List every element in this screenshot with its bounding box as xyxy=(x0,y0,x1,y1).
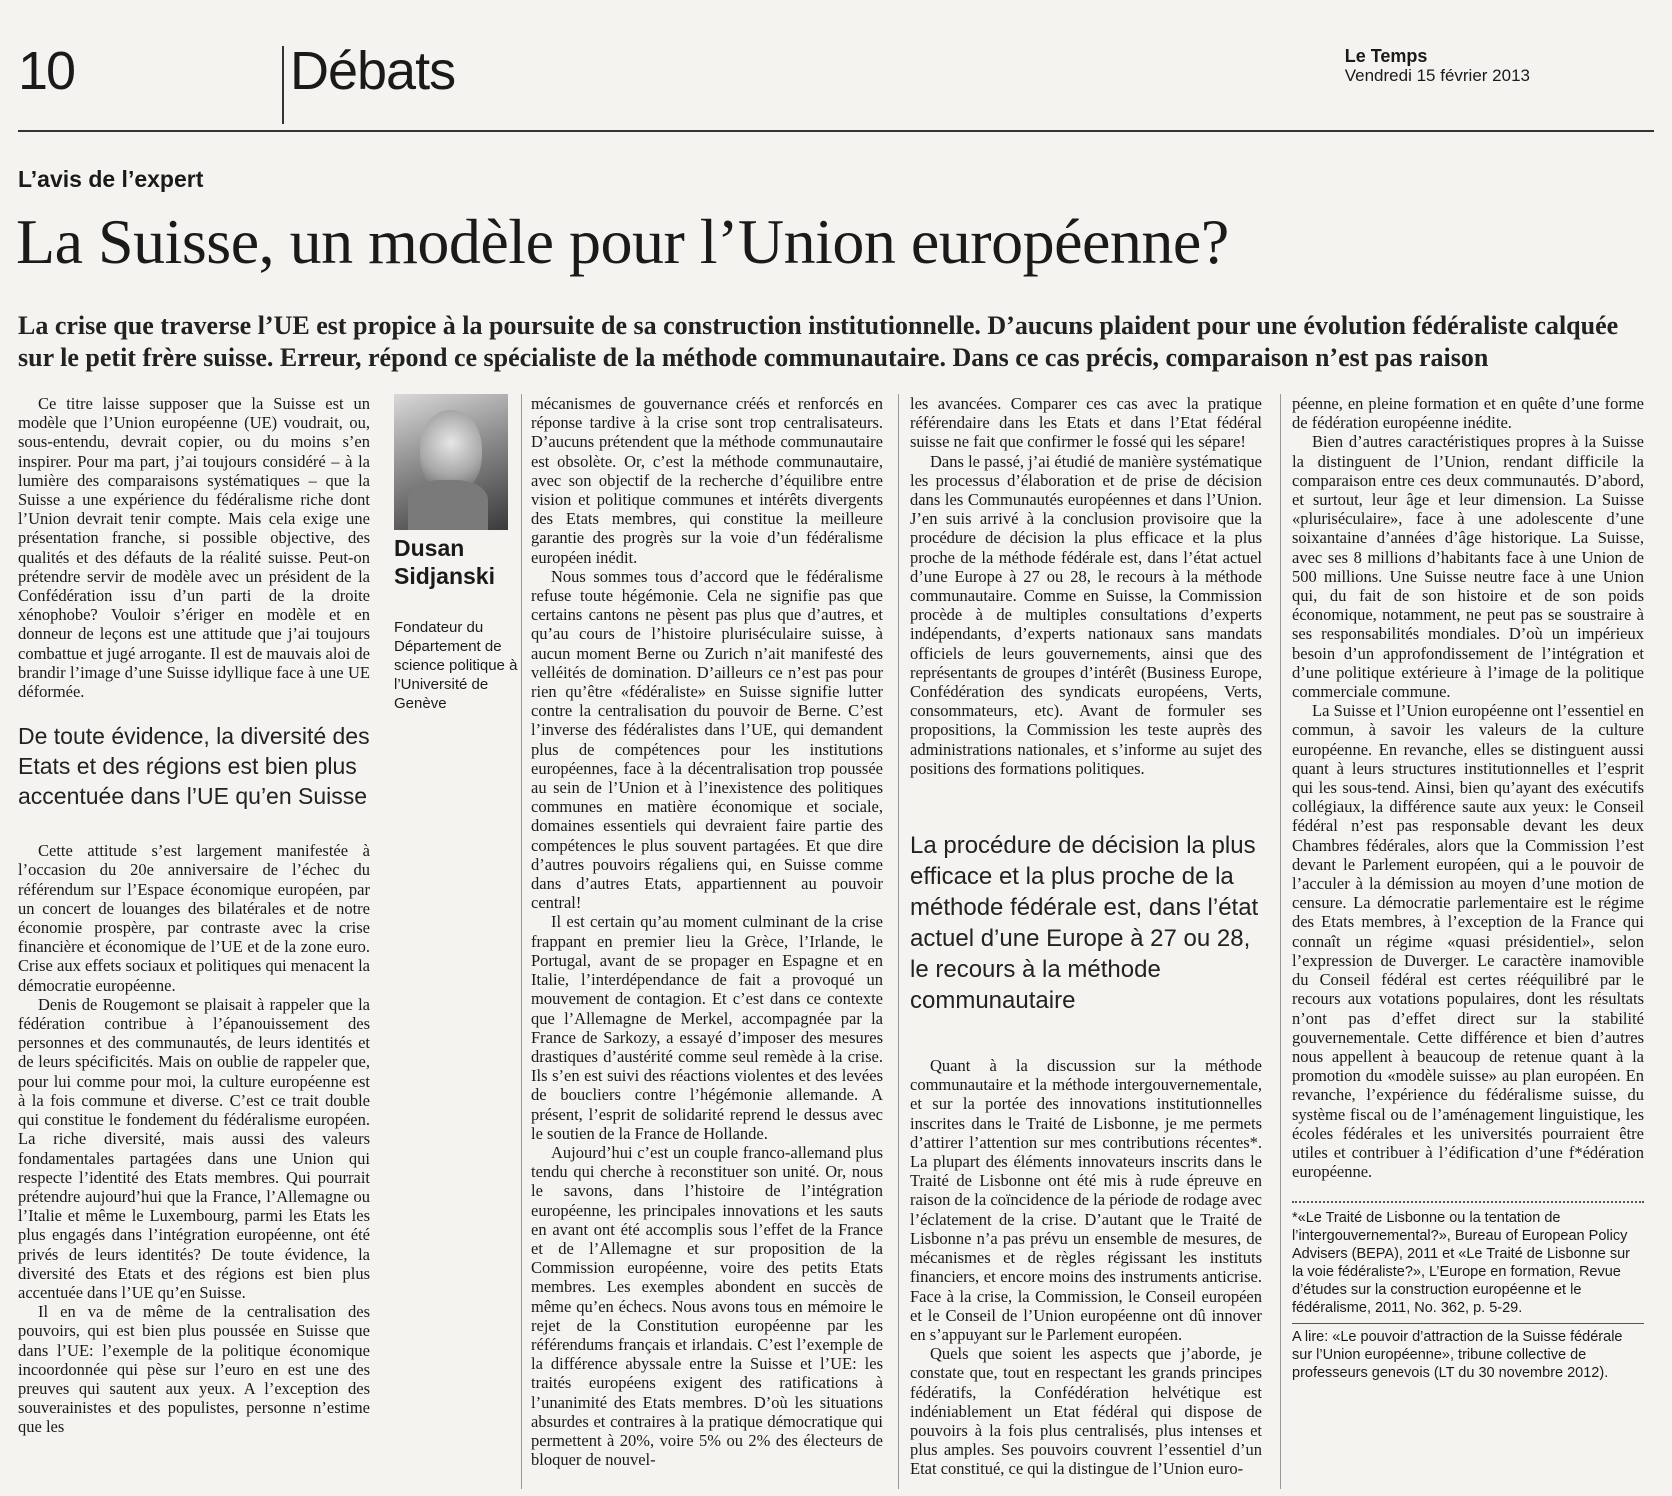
article-column-3 xyxy=(910,394,1262,1479)
paragraph: les avancées. Comparer ces cas avec la pratique référendaire dans les Etats et dans l’Etat fédéral suisse ne fait que confirmer le fossé qui les sépare! xyxy=(910,394,1262,452)
section-title: Débats xyxy=(290,41,456,101)
column-divider xyxy=(521,394,522,1489)
page-number: 10 xyxy=(18,41,75,101)
page-header xyxy=(0,0,1672,130)
paragraph: péenne, en pleine formation et en quête d’une forme de fédération européenne inédite. xyxy=(1292,394,1644,433)
author-box xyxy=(394,394,520,713)
paragraph: Quels que soient les aspects que j’aborde, je constate que, tout en respectant les grands principes fédératifs, la Confédération helvétique est indéniablement un Etat fédéral qui dispose de pouvoirs à la fois plus centralisés, plus intenses et plus amples. Ses pouvoirs couvrent l’essentiel d’un Etat constitué, ce qui la distingue de l’Union euro- xyxy=(910,1344,1262,1479)
paragraph: Denis de Rougemont se plaisait à rappeler que la fédération contribue à l’épanouissement des personnes et des communautés, de leurs identités et de leurs spécificités. Mais on oublie de rappeler que, pour lui comme pour moi, la culture européenne est à la fois commune et diverse. C’est ce trait double qui constitue le fondement du fédéralisme européen. La riche diversité, mais aussi des valeurs fondamentales partagées dans une Union qui respecte l’identité des Etats membres. Qui pourrait prétendre aujourd’hui que la France, l’Allemagne ou l’Italie et même le Luxembourg, parmi les Etats les plus engagés dans l’intégration européenne, ont été privés de leurs identités? De toute évidence, la diversité des Etats et des régions est bien plus accentuée dans l’UE qu’en Suisse. xyxy=(18,994,370,1302)
paragraph: Il est certain qu’au moment culminant de la crise frappant en premier lieu la Grèce, l’Irlande, le Portugal, avant de se propager en Espagne et en Italie, l’interdépendance de fait a provoqué un mouvement de contagion. Et c’est dans ce contexte que l’Allemagne de Merkel, accompagnée par la France de Sarkozy, a essayé d’imposer des mesures drastiques d’austérité comme seul remède à la crise. Ils s’en est suivi des réactions violentes et des levées de boucliers contre l’hégémonie allemande. A présent, l’esprit de solidarité reprend le dessus avec le soutien de la France de Hollande. xyxy=(531,912,883,1143)
newspaper-name: Le Temps xyxy=(1344,46,1428,66)
newspaper-masthead xyxy=(1345,46,1530,86)
author-name: Dusan Sidjanski xyxy=(394,535,495,589)
issue-date: Vendredi 15 février 2013 xyxy=(1344,66,1530,85)
paragraph: La Suisse et l’Union européenne ont l’essentiel en commun, à savoir les valeurs de la culture européenne. En revanche, elles se distinguent aussi quant à leurs structures institutionnelles et l’esprit qui les sous-tend. Ainsi, bien qu’ayant des exécutifs collégiaux, la différence saute aux yeux: le Conseil fédéral n’est pas responsable devant les deux Chambres fédérales, alors que la Commission l’est devant le Parlement européen, qui a le pouvoir de l’acculer à la démission au moyen d’une motion de censure. La démocratie parlementaire est le régime des Etats membres, à l’exception de la France qui connaît un régime «quasi présidentiel», selon l’expression de Duverger. Le caractère inamovible du Conseil fédéral est certes rééquilibré par le recours aux votations populaires, dont les résultats n’ont pas d’effet direct sur la stabilité gouvernementale. Cette différence et bien d’autres nous appellent à beaucoup de retenue quant à la promotion du «modèle suisse» au plan européen. En revanche, l’expérience du fédéralisme suisse, du système fiscal ou de l’aménagement linguistique, les écoles fédérales et les universités pourraient être utiles et contribuer à l’édification d’une f*édération européenne. xyxy=(1292,701,1644,1182)
paragraph: Cette attitude s’est largement manifestée à l’occasion du 20e anniversaire de l’échec du référendum sur l’Espace économique européen, par un concert de louanges des bilatérales et de notre économie prospère, par contraste avec la crise financière et économique de l’UE et de la zone euro. Crise aux effets sociaux et politiques qui menacent la démocratie européenne. xyxy=(18,841,370,995)
paragraph: Ce titre laisse supposer que la Suisse est un modèle que l’Union européenne (UE) voudrait, ou, sous-entendu, devrait copier, ou du moins s’en inspirer. Pour ma part, j’ai toujours considéré – à la lumière des comparaisons systématiques – que la Suisse a une expérience du fédéralisme riche dont l’Union devrait tenir compte. Mais cela exige une présentation franche, si possible objective, des qualités et des défauts de la réalité suisse. Peut-on prétendre servir de modèle avec un président de la Confédération issu d’un parti de la droite xénophobe? Vouloir s’ériger en modèle et en donneur de leçons est une attitude que j’ai toujours combattue et jugé arrogante. Il est de mauvais aloi de brandir l’image d’une Suisse idyllique face à une UE déformée. xyxy=(18,394,370,702)
paragraph: Nous sommes tous d’accord que le fédéralisme refuse toute hégémonie. Cela ne signifie pas que certains cantons ne pèsent pas plus que d’autres, et qu’au cours de l’histoire pluriséculaire suisse, à aucun moment Berne ou Zurich n’ait manifesté des velléités de domination. D’ailleurs ce n’est pas pour rien qu’être «fédéraliste» en Suisse signifie lutter contre la centralisation du pouvoir de Berne. C’est l’inverse des fédéralistes dans l’UE, qui demandent plus de compétences pour les institutions européennes, face à la décentralisation trop poussée au sein de l’Union et à l’inexistence des politiques communes en matière économique et sociale, domaines essentiels qui devraient faire partie des compétences le plus souvent partagées. Et que dire d’autres pouvoirs régaliens qui, en Suisse comme dans d’autres Etats, appartiennent au pouvoir central! xyxy=(531,566,883,913)
article-notes xyxy=(1292,1201,1644,1382)
article-lead: La crise que traverse l’UE est propice à la poursuite de sa construction institutionnelle. D’aucuns plaident pour une évolution fédéraliste calquée sur le petit frère suisse. Erreur, répond ce spécialiste de la méthode communautaire. Dans ce cas précis, comparaison n’est pas raison xyxy=(18,311,1619,372)
paragraph: Aujourd’hui c’est un couple franco-allemand plus tendu qui cherche à reconstituer son unité. Or, nous le savons, dans l’histoire de l’intégration européenne, les principales innovations et les sauts en avant ont été accomplis sous l’effet de la France et de l’Allemagne et sur proposition de la Commission européenne, voire des petits Etats membres. Les exemples abondent en succès de même qu’en échecs. Nous avons tous en mémoire le rejet de la Constitution européenne par les référendums français et irlandais. C’est l’exemple de la différence abyssale entre la Suisse et l’UE: les traités européens exigent des ratifications à l’unanimité des Etats membres. D’où les situations absurdes et contraires à la pratique démocratique qui permettent à 20%, voire 5% ou 2% des électeurs de bloquer de nouvel- xyxy=(531,1142,883,1470)
article-column-4 xyxy=(1292,394,1644,1382)
column-divider xyxy=(898,394,899,1489)
paragraph: mécanismes de gouvernance créés et renforcés en réponse tardive à la crise sont trop centralisateurs. D’aucuns prétendent que la méthode communautaire est obsolète. Or, c’est la méthode communautaire, avec son objectif de la recherche d’équilibre entre vision et politique communes et intérêts divergents des Etats membres, qui constitue la meilleure garantie des progrès sur la voie d’un fédéralisme européen inédit. xyxy=(531,394,883,567)
header-rule xyxy=(18,130,1654,132)
column-divider xyxy=(1280,394,1281,1489)
portrait-hand xyxy=(408,480,488,530)
paragraph: Il en va de même de la centralisation des pouvoirs, qui est bien plus poussée en Suisse que dans l’UE: l’exemple de la politique économique incoordonnée qui pèse sur l’euro en est une des preuves qui sautent aux yeux. A l’exception des souverainistes et des populistes, personne n’estime que les xyxy=(18,1302,370,1437)
article-kicker: L’avis de l’expert xyxy=(18,166,204,192)
paragraph: Quant à la discussion sur la méthode communautaire et la méthode intergouvernementale, et sur la portée des innovations institutionnelles inscrites dans le Traité de Lisbonne, je me permets d’attirer l’attention sur mes contributions récentes*. La plupart des éléments innovateurs inscrits dans le Traité de Lisbonne ont été mis à rude épreuve en raison de la coïncidence de la période de rodage avec l’éclatement de la crise. D’autant que le Traité de Lisbonne n’a pas prévu un ensemble de mesures, de mécanismes et de règles régissant les instituts financiers, et encore moins des instruments anticrise. Face à la crise, la Commission, le Conseil européen et le Conseil de l’Union européenne ont dû innover en s’appuyant sur le Parlement européen. xyxy=(910,1056,1262,1344)
pullquote: La procédure de décision la plus efficace et la plus proche de la méthode fédérale est, dans l’état actuel d’une Europe à 27 ou 28, le recours à la méthode communautaire xyxy=(910,832,1259,1015)
section-divider xyxy=(282,46,284,124)
paragraph: Bien d’autres caractéristiques propres à la Suisse la distinguent de l’Union, rendant difficile la comparaison entre ces deux communautés. D’abord, et surtout, leur âge et leur dimension. La Suisse «pluriséculaire», face à une adolescente d’une soixantaine d’années d’âge historique. La Suisse, avec ses 8 millions d’habitants face à une Union de 500 millions. Une Suisse neutre face à une Union qui, du fait de son histoire et de son poids économique, notamment, ne peut pas se soustraire à ses responsabilités mondiales. D’où un impérieux besoin d’un approfondissement de l’intégration et d’une politique extérieure à l’image de la politique commerciale commune. xyxy=(1292,432,1644,702)
footnote: *«Le Traité de Lisbonne ou la tentation de l’intergouvernemental?», Bureau of European Policy Advisers (BEPA), 2011 et «Le Traité de Lisbonne sur la voie fédéraliste?», L’Europe en formation, Revue d’études sur la construction européenne et le fédéralisme, 2011, No. 362, p. 5-29. xyxy=(1292,1201,1644,1317)
further-reading: A lire: «Le pouvoir d’attraction de la Suisse fédérale sur l’Union européenne», tribune collective de professeurs genevois (LT du 30 novembre 2012). xyxy=(1292,1323,1644,1382)
article-column-1 xyxy=(18,394,370,1437)
author-role: Fondateur du Département de science politique à l’Université de Genève xyxy=(394,619,518,712)
pullquote: De toute évidence, la diversité des Etats et des régions est bien plus accentuée dans l’UE qu’en Suisse xyxy=(18,723,370,810)
author-photo xyxy=(394,394,508,530)
article-column-2 xyxy=(531,394,883,1469)
article-headline: La Suisse, un modèle pour l’Union européenne? xyxy=(16,206,1229,277)
paragraph: Dans le passé, j’ai étudié de manière systématique les processus d’élaboration et de prise de décision dans les Communautés européennes et dans l’Union. J’en suis arrivé à la conclusion provisoire que la procédure de décision la plus efficace et la plus proche de la méthode fédérale est, dans l’état actuel d’une Europe à 27 ou 28, le recours à la méthode communautaire. Comme en Suisse, la Commission procède à de multiples consultations d’experts indépendants, d’experts nationaux sans mandats officiels de leurs gouvernements, ainsi que des représentants de groupes d’intérêt (Business Europe, Confédération des syndicats européens, Verts, consommateurs, etc). Avant de formuler ses propositions, la Commission les teste auprès des administrations nationales, et s’informe au sujet des positions des formations politiques. xyxy=(910,451,1262,778)
